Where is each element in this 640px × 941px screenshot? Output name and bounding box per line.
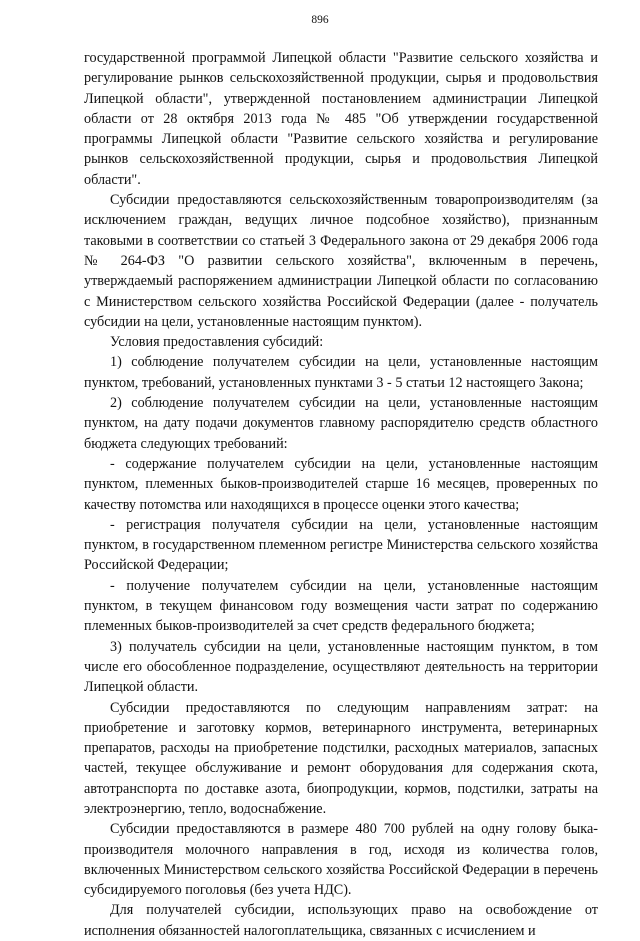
page-number: 896 [311, 14, 329, 26]
paragraph-subsidy-amount: Субсидии предоставляются в размере 480 700 рублей на одну голову быка-производителя молочного направления в год, исходя из количества голов, включенных Министерством сельского хозяйства Российской Федерации в перечень субсидируемого поголовья (без учета НДС). [84, 821, 598, 899]
paragraph-expense-directions: Субсидии предоставляются по следующим направлениям затрат: на приобретение и заготовку кормов, ветеринарного инструмента, ветеринарных препаратов, расходы на приобретение подстилки, расходных материалов, запасных частей, текущее обслуживание и ремонт оборудования для содержания скота, автотранспорта по доставке азота, биопродукции, кормов, подстилки, затраты на электроэнергию, тепло, водоснабжение. [84, 699, 598, 817]
document-body [84, 48, 598, 941]
paragraph-condition-2: 2) соблюдение получателем субсидии на цели, установленные настоящим пунктом, на дату подачи документов главному распорядителю средств областного бюджета следующих требований: [84, 395, 598, 452]
paragraph-condition-1: 1) соблюдение получателем субсидии на цели, установленные настоящим пунктом, требований, установленных пунктами 3 - 5 статьи 12 настоящего Закона; [84, 354, 598, 391]
paragraph-requirement-3: - получение получателем субсидии на цели, установленные настоящим пунктом, в текущем финансовом году возмещения части затрат по содержанию племенных быков-производителей за счет средств федерального бюджета; [84, 577, 598, 635]
paragraph-requirement-1: - содержание получателем субсидии на цели, установленные настоящим пунктом, племенных быков-производителей старше 16 месяцев, проверенных по качеству потомства или находящихся в процессе оценки этого качества; [84, 455, 598, 513]
paragraph-continuation: государственной программой Липецкой области "Развитие сельского хозяйства и регулирование рынков сельскохозяйственной продукции, сырья и продовольствия Липецкой области", утвержденной постановлением администрации Липецкой области от 28 октября 2013 года № 485 "Об утверждении государственной программы Липецкой области "Развитие сельского хозяйства и регулирование рынков сельскохозяйственной продукции, сырья и продовольствия Липецкой области". [84, 50, 598, 188]
paragraph-requirement-2: - регистрация получателя субсидии на цели, установленные настоящим пунктом, в государственном племенном регистре Министерства сельского хозяйства Российской Федерации; [84, 516, 598, 574]
paragraph-conditions-heading: Условия предоставления субсидий: [110, 334, 324, 351]
paragraph-recipients: Субсидии предоставляются сельскохозяйственным товаропроизводителям (за исключением граждан, ведущих личное подсобное хозяйство), признанным таковыми в соответствии со статьей 3 Федерального закона от 29 декабря 2006 года № 264-ФЗ "О развитии сельского хозяйства", включенным в перечень, утверждаемый распоряжением администрации Липецкой области по согласованию с Министерством сельского хозяйства Российской Федерации (далее - получатель субсидии на цели, установленные настоящим пунктом). [84, 192, 598, 330]
paragraph-condition-3: 3) получатель субсидии на цели, установленные настоящим пунктом, в том числе его обособленное подразделение, осуществляют деятельность на территории Липецкой области. [84, 638, 598, 696]
paragraph-tax-exemption: Для получателей субсидии, использующих право на освобождение от исполнения обязанностей налогоплательщика, связанных с исчислением и [84, 902, 598, 939]
